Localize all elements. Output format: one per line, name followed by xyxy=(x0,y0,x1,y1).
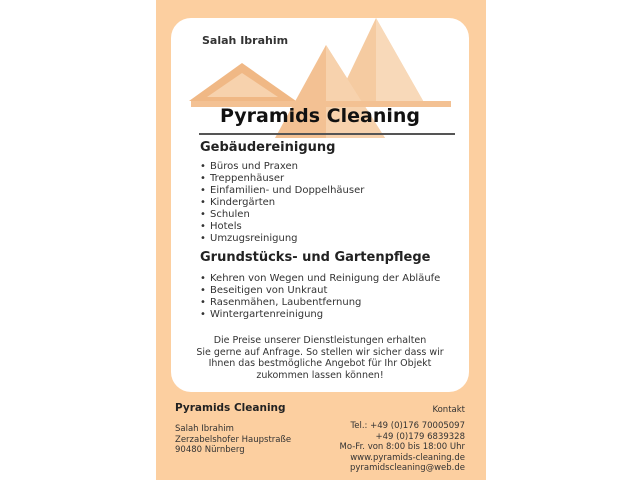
kontakt-label: Kontakt xyxy=(432,405,465,415)
email-link[interactable]: pyramidscleaning@web.de xyxy=(349,463,465,473)
pyramid-back-highlight xyxy=(376,18,426,106)
opening-hours: Mo-Fr. von 8:00 bis 18:00 Uhr xyxy=(339,442,465,452)
building-services-list xyxy=(200,161,364,245)
footer-contact xyxy=(340,421,465,474)
note-line: Ihnen das bestmögliche Angebot für Ihr Objekt xyxy=(208,358,432,369)
list-item: • Einfamilien- und Doppelhäuser xyxy=(200,185,364,197)
phone-secondary: +49 (0)179 6839328 xyxy=(375,431,465,442)
list-item: • Kindergärten xyxy=(200,197,364,209)
list-item: • Umzugsreinigung xyxy=(200,233,364,245)
owner-name: Salah Ibrahim xyxy=(202,34,289,47)
address-line: Zerzabelshofer Haupstraße xyxy=(175,434,292,445)
list-item: • Treppenhäuser xyxy=(200,173,364,185)
note-line: Sie gerne auf Anfrage. So stellen wir sicher dass wir xyxy=(196,346,444,358)
list-item: • Beseitigen von Unkraut xyxy=(200,285,440,297)
note-line: zukommen lassen können! xyxy=(256,369,384,381)
footer-brand: Pyramids Cleaning xyxy=(175,402,286,414)
list-item: • Kehren von Wegen und Reinigung der Abläufe xyxy=(200,273,440,285)
section-title-building: Gebäudereinigung xyxy=(200,140,336,155)
footer-address xyxy=(175,424,291,456)
pricing-note xyxy=(171,335,469,381)
list-item: • Büros und Praxen xyxy=(200,161,364,173)
website-link[interactable]: www.pyramids-cleaning.de xyxy=(350,452,465,463)
list-item: • Hotels xyxy=(200,221,364,233)
garden-services-list xyxy=(200,273,440,321)
brand-title: Pyramids Cleaning xyxy=(219,105,421,127)
address-line: Salah Ibrahim xyxy=(175,424,234,434)
list-item: • Rasenmähen, Laubentfernung xyxy=(200,297,440,309)
title-divider xyxy=(199,133,455,135)
note-line: Die Preise unserer Dienstleistungen erhalten xyxy=(213,335,427,346)
address-line: 90480 Nürnberg xyxy=(175,445,245,455)
flyer-card xyxy=(171,18,469,392)
list-item: • Schulen xyxy=(200,209,364,221)
flyer-page xyxy=(156,0,486,480)
phone-primary: Tel.: +49 (0)176 70005097 xyxy=(350,421,465,431)
section-title-garden: Grundstücks- und Gartenpflege xyxy=(200,250,431,265)
list-item: • Wintergartenreinigung xyxy=(200,309,440,321)
